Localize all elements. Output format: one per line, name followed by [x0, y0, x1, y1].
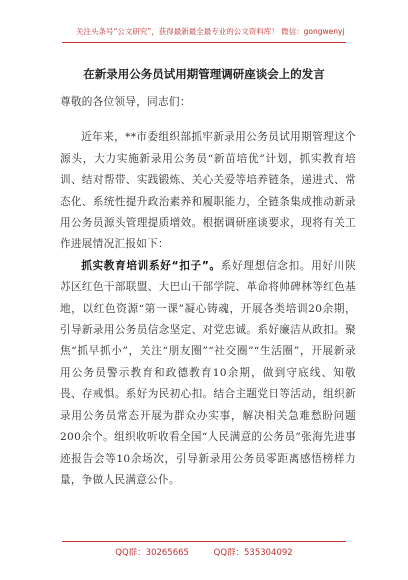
document-body — [60, 92, 356, 491]
header-divider — [62, 42, 346, 43]
document-title: 在新录用公务员试用期管理调研座谈会上的发言 — [83, 67, 325, 81]
footer — [0, 546, 408, 558]
paragraph-section-1 — [60, 256, 356, 491]
footer-qq-group-2: QQ群：535304092 — [213, 548, 293, 558]
section-1-text: 系好理想信念扣。用好川陕苏区红色干部联盟、大巴山干部学院、革命将帅碑林等红色基地，以红色资源“第一课”凝心铸魂，开展各类培训20余期，引导新录用公务员信念坚定、对党忠诚。系好廉洁从政扣。聚焦“抓早抓小”，关注“朋友圈”“社交圈”“生活圈”，开展新录用公务员警示教育和政德教育10余期，做到守底线、知敬畏、存戒惧。系好为民初心扣。结合主题党日等活动，组织新录用公务员常态开展为群众办实事，解决相关急难愁盼问题200余个。组织收听收看全国“人民满意的公务员”张海先进事迹报告会等10余场次，引导新录用公务员零距离感悟榜样力量，争做人民满意公仆。 — [60, 259, 356, 486]
section-1-heading: 抓实教育培训系好“扣子”。 — [81, 259, 221, 272]
footer-divider — [62, 541, 346, 542]
footer-qq-group-1: QQ群：30265665 — [115, 548, 189, 558]
greeting: 尊敬的各位领导，同志们： — [60, 96, 191, 108]
paragraph-intro: 近年来，**市委组织部抓牢新录用公务员试用期管理这个源头，大力实施新录用公务员“新苗培优”计划，抓实教育培训、结对帮带、实践锻炼、关心关爱等培养链条，递进式、常态化、系统性提升政治素养和履职能力，全链条集成推动新录用公务员源头管理提质增效。根据调研座谈要求，现将有关工作进展情况汇报如下： — [60, 131, 356, 251]
header-note: 关注头条号“公文研究”，获得最新最全最专业的公文资料库！ 微信：gongwenyj — [76, 27, 345, 36]
